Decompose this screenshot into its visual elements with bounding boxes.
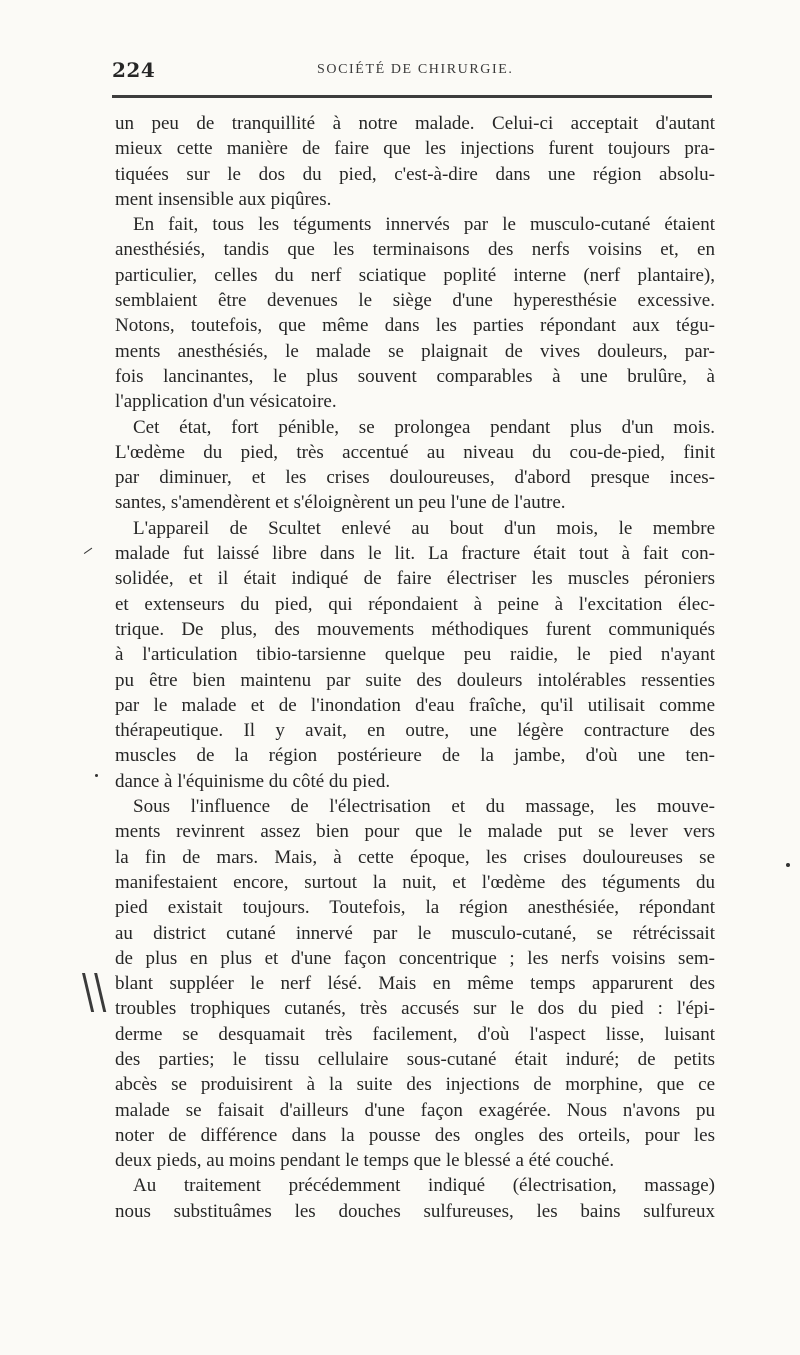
- text-line: dance à l'équinisme du côté du pied.: [115, 770, 391, 792]
- text-line: des parties; le tissu cellulaire sous-cutané était induré; de petits: [115, 1048, 715, 1070]
- text-line: l'application d'un vésicatoire.: [115, 391, 337, 413]
- text-line: mieux cette manière de faire que les injections furent toujours pra-: [115, 138, 715, 160]
- page-number: 224: [112, 58, 156, 82]
- text-line: Cet état, fort pénible, se prolongea pendant plus d'un mois.: [133, 416, 715, 438]
- text-line: L'œdème du pied, très accentué au niveau du cou-de-pied, finit: [115, 441, 715, 463]
- text-line: pied existait toujours. Toutefois, la région anesthésiée, répondant: [115, 897, 715, 919]
- text-line: malade fut laissé libre dans le lit. La fracture était tout à fait con-: [115, 543, 715, 565]
- text-line: troubles trophiques cutanés, très accusés sur le dos du pied : l'épi-: [115, 998, 715, 1020]
- text-line: de plus en plus et d'une façon concentrique ; les nerfs voisins sem-: [115, 947, 715, 969]
- text-line: tiquées sur le dos du pied, c'est-à-dire dans une région absolu-: [115, 163, 715, 185]
- text-line: muscles de la région postérieure de la jambe, d'où une ten-: [115, 745, 715, 767]
- text-line: ments revinrent assez bien pour que le malade put se lever vers: [115, 821, 715, 843]
- margin-pencil-mark: \\: [82, 965, 107, 1019]
- text-line: Notons, toutefois, que même dans les parties répondant aux tégu-: [115, 315, 715, 337]
- text-line: anesthésiés, tandis que les terminaisons des nerfs voisins et, en: [115, 239, 715, 261]
- text-line: thérapeutique. Il y avait, en outre, une légère contracture des: [115, 720, 715, 742]
- text-line: Sous l'influence de l'électrisation et du massage, les mouve-: [133, 796, 715, 818]
- text-line: particulier, celles du nerf sciatique poplité interne (nerf plantaire),: [115, 264, 715, 286]
- body-text: [115, 111, 715, 1224]
- margin-dot: [786, 863, 790, 867]
- text-line: derme se desquamait très facilement, d'où l'aspect lisse, luisant: [115, 1023, 715, 1045]
- margin-dot: [95, 774, 98, 777]
- text-line: trique. De plus, des mouvements méthodiques furent communiqués: [115, 618, 715, 640]
- text-line: santes, s'amendèrent et s'éloignèrent un peu l'une de l'autre.: [115, 492, 566, 514]
- text-line: par le malade et de l'inondation d'eau fraîche, qu'il utilisait comme: [115, 694, 715, 716]
- text-line: Au traitement précédemment indiqué (électrisation, massage): [133, 1175, 715, 1197]
- text-line: nous substituâmes les douches sulfureuses, les bains sulfureux: [115, 1200, 715, 1222]
- text-line: semblaient être devenues le siège d'une hyperesthésie excessive.: [115, 290, 715, 312]
- text-line: En fait, tous les téguments innervés par le musculo-cutané étaient: [133, 214, 715, 236]
- text-line: malade se faisait d'ailleurs d'une façon exagérée. Nous n'avons pu: [115, 1099, 715, 1121]
- text-line: pu être bien maintenu par suite des douleurs intolérables ressenties: [115, 669, 715, 691]
- text-line: par diminuer, et les crises douloureuses, d'abord presque inces-: [115, 467, 715, 489]
- text-line: et extenseurs du pied, qui répondaient à peine à l'excitation élec-: [115, 593, 715, 615]
- text-line: ments anesthésiés, le malade se plaignait de vives douleurs, par-: [115, 340, 715, 362]
- text-line: L'appareil de Scultet enlevé au bout d'un mois, le membre: [133, 517, 715, 539]
- text-line: au district cutané innervé par le musculo-cutané, se rétrécissait: [115, 922, 715, 944]
- page-header: [112, 58, 712, 84]
- text-line: deux pieds, au moins pendant le temps que le blessé a été couché.: [115, 1150, 615, 1172]
- text-line: blant suppléer le nerf lésé. Mais en même temps apparurent des: [115, 973, 715, 995]
- text-line: ment insensible aux piqûres.: [115, 188, 332, 210]
- running-head: SOCIÉTÉ DE CHIRURGIE.: [317, 62, 514, 77]
- text-line: noter de différence dans la pousse des ongles des orteils, pour les: [115, 1124, 715, 1146]
- text-line: fois lancinantes, le plus souvent comparables à une brulûre, à: [115, 365, 715, 387]
- header-rule: [112, 95, 712, 98]
- text-line: solidée, et il était indiqué de faire électriser les muscles péroniers: [115, 568, 715, 590]
- text-line: la fin de mars. Mais, à cette époque, les crises douloureuses se: [115, 846, 715, 868]
- text-line: manifestaient encore, surtout la nuit, et l'œdème des téguments du: [115, 871, 715, 893]
- text-line: un peu de tranquillité à notre malade. Celui-ci acceptait d'autant: [115, 113, 715, 134]
- text-line: à l'articulation tibio-tarsienne quelque peu raidie, le pied n'ayant: [115, 644, 715, 666]
- margin-pencil-mark: ⸝: [81, 533, 96, 559]
- text-line: abcès se produisirent à la suite des injections de morphine, que ce: [115, 1074, 715, 1096]
